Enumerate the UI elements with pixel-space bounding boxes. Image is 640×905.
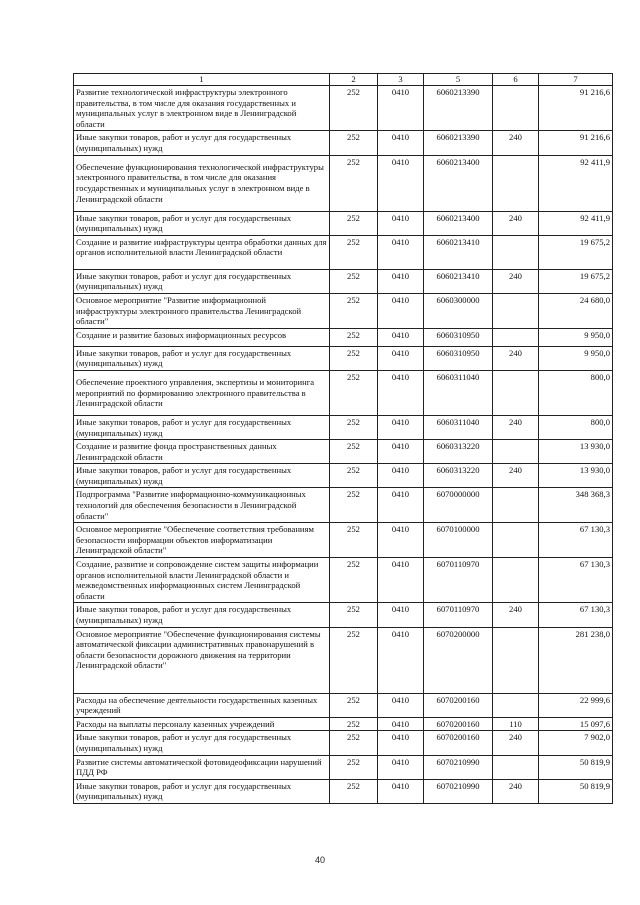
cell-rzpr: 0410 <box>378 693 424 717</box>
col-header-rzpr: 3 <box>378 74 424 86</box>
col-header-name: 1 <box>74 74 330 86</box>
cell-ved: 252 <box>330 86 378 131</box>
cell-amount: 67 130,3 <box>539 558 613 603</box>
cell-rzpr: 0410 <box>378 415 424 439</box>
cell-ved: 252 <box>330 415 378 439</box>
cell-csr: 6070200160 <box>424 731 493 755</box>
cell-vr: 110 <box>493 717 539 731</box>
cell-ved: 252 <box>330 717 378 731</box>
col-header-csr: 5 <box>424 74 493 86</box>
cell-vr <box>493 86 539 131</box>
cell-name: Создание и развитие инфраструктуры центра обработки данных для органов исполнительной власти Ленинградской области <box>74 235 330 269</box>
cell-name: Создание и развитие фонда пространственных данных Ленинградской области <box>74 440 330 464</box>
cell-csr: 6070210990 <box>424 755 493 779</box>
table-row <box>74 755 613 779</box>
cell-rzpr: 0410 <box>378 131 424 155</box>
page-number: 40 <box>314 855 325 865</box>
col-header-amount: 7 <box>539 74 613 86</box>
cell-rzpr: 0410 <box>378 440 424 464</box>
table-row <box>74 328 613 346</box>
cell-amount: 281 238,0 <box>539 627 613 693</box>
cell-vr <box>493 155 539 211</box>
cell-vr <box>493 328 539 346</box>
cell-ved: 252 <box>330 235 378 269</box>
cell-ved: 252 <box>330 523 378 558</box>
cell-rzpr: 0410 <box>378 464 424 488</box>
cell-csr: 6060213400 <box>424 211 493 235</box>
cell-ved: 252 <box>330 211 378 235</box>
cell-csr: 6060213400 <box>424 155 493 211</box>
cell-name: Обеспечение функционирования технологической инфраструктуры электронного правительства, в том числе для оказания государственных и муниципальных услуг в электронном виде в Ленинградской области <box>74 155 330 211</box>
table-row <box>74 211 613 235</box>
cell-name: Расходы на обеспечение деятельности государственных казенных учреждений <box>74 693 330 717</box>
table-row <box>74 415 613 439</box>
cell-name: Подпрограмма "Развитие информационно-коммуникационных технологий для обеспечения безопасности в Ленинградской области" <box>74 488 330 523</box>
cell-name: Создание, развитие и сопровождение систем защиты информации органов исполнительной власти Ленинградской области и межведомственных информационных систем Ленинградской области <box>74 558 330 603</box>
cell-name: Иные закупки товаров, работ и услуг для государственных (муниципальных) нужд <box>74 603 330 627</box>
table-body <box>74 86 613 804</box>
table-row <box>74 693 613 717</box>
cell-rzpr: 0410 <box>378 731 424 755</box>
table-row <box>74 488 613 523</box>
cell-amount: 67 130,3 <box>539 603 613 627</box>
cell-vr: 240 <box>493 731 539 755</box>
cell-csr: 6060310950 <box>424 346 493 370</box>
cell-rzpr: 0410 <box>378 603 424 627</box>
cell-rzpr: 0410 <box>378 370 424 415</box>
budget-table <box>73 73 613 804</box>
cell-vr <box>493 693 539 717</box>
cell-name: Иные закупки товаров, работ и услуг для государственных (муниципальных) нужд <box>74 464 330 488</box>
cell-amount: 67 130,3 <box>539 523 613 558</box>
cell-ved: 252 <box>330 155 378 211</box>
cell-ved: 252 <box>330 346 378 370</box>
cell-vr <box>493 488 539 523</box>
cell-rzpr: 0410 <box>378 155 424 211</box>
cell-csr: 6060213410 <box>424 235 493 269</box>
cell-vr <box>493 627 539 693</box>
cell-vr: 240 <box>493 464 539 488</box>
cell-rzpr: 0410 <box>378 488 424 523</box>
cell-vr: 240 <box>493 346 539 370</box>
cell-amount: 50 819,9 <box>539 779 613 803</box>
cell-name: Иные закупки товаров, работ и услуг для государственных (муниципальных) нужд <box>74 346 330 370</box>
table-row <box>74 731 613 755</box>
cell-ved: 252 <box>330 269 378 293</box>
cell-vr <box>493 293 539 328</box>
cell-ved: 252 <box>330 370 378 415</box>
cell-vr: 240 <box>493 603 539 627</box>
cell-name: Создание и развитие базовых информационных ресурсов <box>74 328 330 346</box>
cell-name: Иные закупки товаров, работ и услуг для государственных (муниципальных) нужд <box>74 269 330 293</box>
cell-name: Основное мероприятие "Обеспечение функционирования системы автоматической фиксации административных правонарушений в области безопасности дорожного движения на территории Ленинградской области" <box>74 627 330 693</box>
cell-ved: 252 <box>330 328 378 346</box>
cell-ved: 252 <box>330 464 378 488</box>
cell-csr: 6060213390 <box>424 131 493 155</box>
cell-csr: 6070200000 <box>424 627 493 693</box>
col-header-ved: 2 <box>330 74 378 86</box>
cell-amount: 13 930,0 <box>539 440 613 464</box>
cell-amount: 800,0 <box>539 415 613 439</box>
cell-csr: 6070000000 <box>424 488 493 523</box>
cell-amount: 19 675,2 <box>539 269 613 293</box>
table-row <box>74 627 613 693</box>
cell-name: Развитие системы автоматической фотовидеофиксации нарушений ПДД РФ <box>74 755 330 779</box>
cell-name: Основное мероприятие "Обеспечение соответствия требованиям безопасности информации объектов информатизации Ленинградской области" <box>74 523 330 558</box>
cell-name: Иные закупки товаров, работ и услуг для государственных (муниципальных) нужд <box>74 415 330 439</box>
table-row <box>74 269 613 293</box>
cell-name: Иные закупки товаров, работ и услуг для государственных (муниципальных) нужд <box>74 779 330 803</box>
col-header-vr: 6 <box>493 74 539 86</box>
table-row <box>74 603 613 627</box>
header-row <box>74 74 613 86</box>
cell-amount: 92 411,9 <box>539 155 613 211</box>
cell-csr: 6060313220 <box>424 440 493 464</box>
cell-vr <box>493 370 539 415</box>
cell-rzpr: 0410 <box>378 328 424 346</box>
cell-amount: 92 411,9 <box>539 211 613 235</box>
cell-amount: 348 368,3 <box>539 488 613 523</box>
cell-rzpr: 0410 <box>378 558 424 603</box>
cell-rzpr: 0410 <box>378 269 424 293</box>
table-row <box>74 440 613 464</box>
cell-csr: 6070200160 <box>424 693 493 717</box>
cell-csr: 6060313220 <box>424 464 493 488</box>
table-row <box>74 558 613 603</box>
cell-ved: 252 <box>330 627 378 693</box>
cell-amount: 9 950,0 <box>539 346 613 370</box>
cell-csr: 6070200160 <box>424 717 493 731</box>
cell-vr <box>493 440 539 464</box>
cell-vr: 240 <box>493 779 539 803</box>
cell-ved: 252 <box>330 731 378 755</box>
cell-amount: 91 216,6 <box>539 131 613 155</box>
cell-csr: 6070110970 <box>424 558 493 603</box>
table-row <box>74 346 613 370</box>
cell-vr: 240 <box>493 131 539 155</box>
cell-name: Развитие технологической инфраструктуры электронного правительства, в том числе для оказания государственных и муниципальных услуг в электронном виде в Ленинградской области <box>74 86 330 131</box>
cell-vr: 240 <box>493 415 539 439</box>
cell-vr: 240 <box>493 269 539 293</box>
cell-csr: 6070100000 <box>424 523 493 558</box>
cell-amount: 50 819,9 <box>539 755 613 779</box>
cell-ved: 252 <box>330 779 378 803</box>
cell-rzpr: 0410 <box>378 717 424 731</box>
cell-amount: 7 902,0 <box>539 731 613 755</box>
table-row <box>74 131 613 155</box>
cell-amount: 22 999,6 <box>539 693 613 717</box>
cell-ved: 252 <box>330 131 378 155</box>
table-row <box>74 235 613 269</box>
cell-vr <box>493 235 539 269</box>
cell-amount: 24 680,0 <box>539 293 613 328</box>
cell-vr: 240 <box>493 211 539 235</box>
cell-ved: 252 <box>330 293 378 328</box>
table-row <box>74 155 613 211</box>
cell-vr <box>493 558 539 603</box>
table-row <box>74 464 613 488</box>
cell-ved: 252 <box>330 440 378 464</box>
cell-amount: 800,0 <box>539 370 613 415</box>
cell-csr: 6060311040 <box>424 415 493 439</box>
cell-amount: 15 097,6 <box>539 717 613 731</box>
cell-name: Иные закупки товаров, работ и услуг для государственных (муниципальных) нужд <box>74 211 330 235</box>
cell-name: Обеспечение проектного управления, экспертизы и мониторинга мероприятий по формированию электронного правительства в Ленинградской области <box>74 370 330 415</box>
cell-ved: 252 <box>330 603 378 627</box>
cell-csr: 6060311040 <box>424 370 493 415</box>
table-row <box>74 523 613 558</box>
cell-name: Иные закупки товаров, работ и услуг для государственных (муниципальных) нужд <box>74 731 330 755</box>
cell-csr: 6060213390 <box>424 86 493 131</box>
cell-name: Основное мероприятие "Развитие информационной инфраструктуры электронного правительства Ленинградской области" <box>74 293 330 328</box>
cell-csr: 6060213410 <box>424 269 493 293</box>
cell-amount: 91 216,6 <box>539 86 613 131</box>
cell-rzpr: 0410 <box>378 293 424 328</box>
table-row <box>74 293 613 328</box>
cell-ved: 252 <box>330 693 378 717</box>
cell-rzpr: 0410 <box>378 235 424 269</box>
table-row <box>74 779 613 803</box>
cell-rzpr: 0410 <box>378 755 424 779</box>
cell-name: Расходы на выплаты персоналу казенных учреждений <box>74 717 330 731</box>
cell-csr: 6070210990 <box>424 779 493 803</box>
cell-ved: 252 <box>330 488 378 523</box>
cell-ved: 252 <box>330 755 378 779</box>
cell-rzpr: 0410 <box>378 627 424 693</box>
cell-rzpr: 0410 <box>378 86 424 131</box>
table-row <box>74 717 613 731</box>
cell-vr <box>493 523 539 558</box>
cell-ved: 252 <box>330 558 378 603</box>
cell-rzpr: 0410 <box>378 346 424 370</box>
cell-csr: 6060310950 <box>424 328 493 346</box>
cell-csr: 6070110970 <box>424 603 493 627</box>
table-row <box>74 370 613 415</box>
cell-amount: 19 675,2 <box>539 235 613 269</box>
cell-csr: 6060300000 <box>424 293 493 328</box>
cell-amount: 13 930,0 <box>539 464 613 488</box>
cell-name: Иные закупки товаров, работ и услуг для государственных (муниципальных) нужд <box>74 131 330 155</box>
table-row <box>74 86 613 131</box>
cell-vr <box>493 755 539 779</box>
cell-amount: 9 950,0 <box>539 328 613 346</box>
cell-rzpr: 0410 <box>378 779 424 803</box>
cell-rzpr: 0410 <box>378 523 424 558</box>
cell-rzpr: 0410 <box>378 211 424 235</box>
